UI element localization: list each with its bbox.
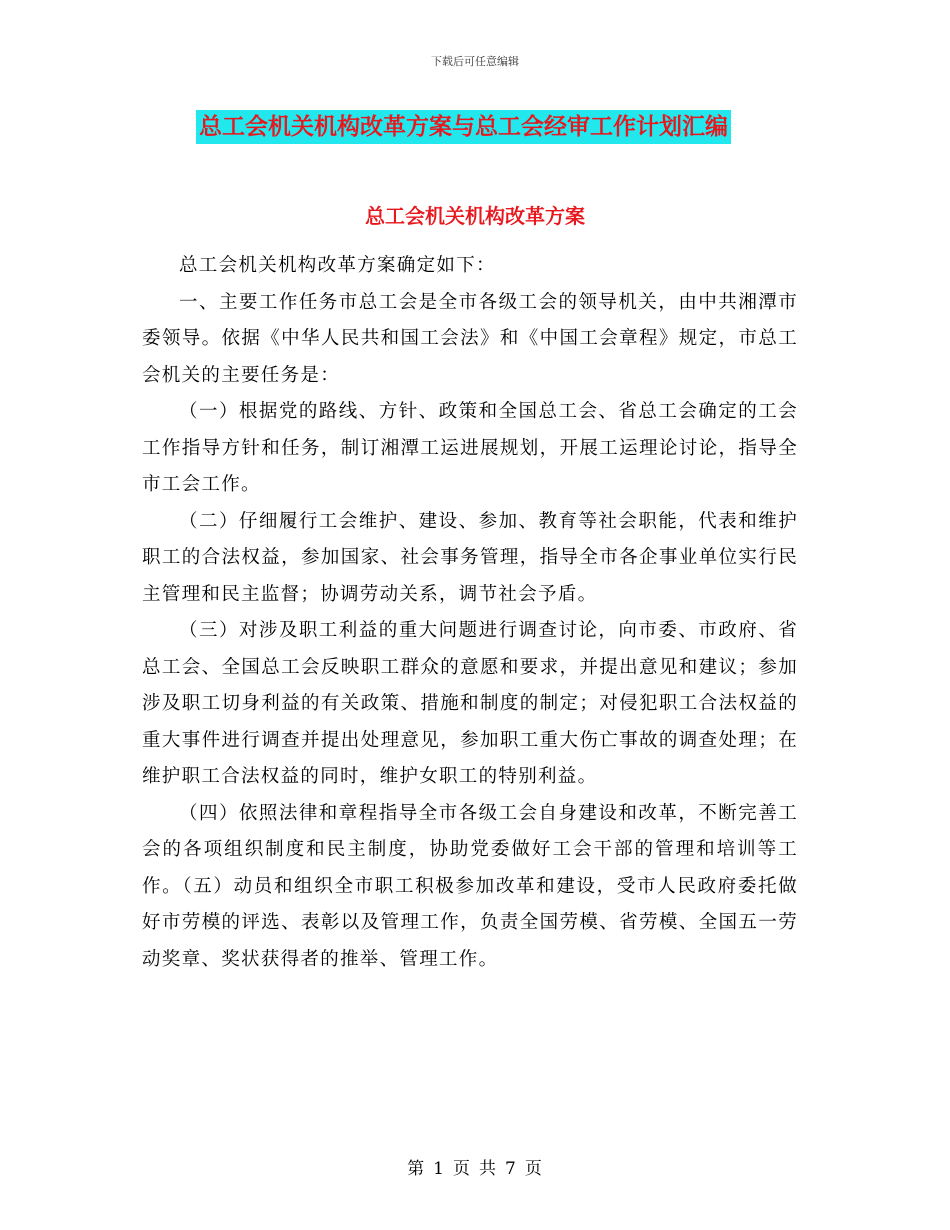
document-main-title: 总工会机关机构改革方案与总工会经审工作计划汇编 xyxy=(196,110,731,144)
section-title: 总工会机关机构改革方案 xyxy=(365,204,585,228)
current-page-number: 1 xyxy=(433,1159,445,1179)
paragraph-item-2: （二）仔细履行工会维护、建设、参加、教育等社会职能，代表和维护职工的合法权益，参加国家、社会事务管理，指导全市各企事业单位实行民主管理和民主监督；协调劳动关系，调节社会予盾。 xyxy=(142,510,798,605)
footer-total-unit: 页 xyxy=(524,1159,543,1179)
footer-page-unit: 页 xyxy=(453,1159,471,1179)
header-note: 下载后可任意编辑 xyxy=(431,55,519,68)
total-page-count: 7 xyxy=(505,1159,517,1179)
footer-prefix: 第 xyxy=(407,1159,426,1179)
footer-total-prefix: 共 xyxy=(479,1159,497,1179)
page-footer xyxy=(0,1154,950,1179)
paragraph-main-tasks: 一、主要工作任务市总工会是全市各级工会的领导机关，由中共湘潭市委领导。依据《中华人民共和国工会法》和《中国工会章程》规定，市总工会机关的主要任务是： xyxy=(142,291,798,386)
paragraph-item-1: （一）根据党的路线、方针、政策和全国总工会、省总工会确定的工会工作指导方针和任务，制订湘潭工运进展规划，开展工运理论讨论，指导全市工会工作。 xyxy=(142,401,798,495)
paragraph-intro: 总工会机关机构改革方案确定如下： xyxy=(179,255,496,276)
document-body xyxy=(142,248,798,978)
paragraph-item-4-5: （四）依照法律和章程指导全市各级工会自身建设和改革，不断完善工会的各项组织制度和民主制度，协助党委做好工会干部的管理和培训等工作。（五）动员和组织全市职工积极参加改革和建设，受市人民政府委托做好市劳模的评选、表彰以及管理工作，负责全国劳模、省劳模、全国五一劳动奖章、奖状获得者的推举、管理工作。 xyxy=(142,802,798,970)
paragraph-item-3: （三）对涉及职工利益的重大问题进行调查讨论，向市委、市政府、省总工会、全国总工会反映职工群众的意愿和要求，并提出意见和建议；参加涉及职工切身利益的有关政策、措施和制度的制定；对侵犯职工合法权益的重大事件进行调查并提出处理意见，参加职工重大伤亡事故的调查处理；在维护职工合法权益的同时，维护女职工的特别利益。 xyxy=(142,620,798,787)
